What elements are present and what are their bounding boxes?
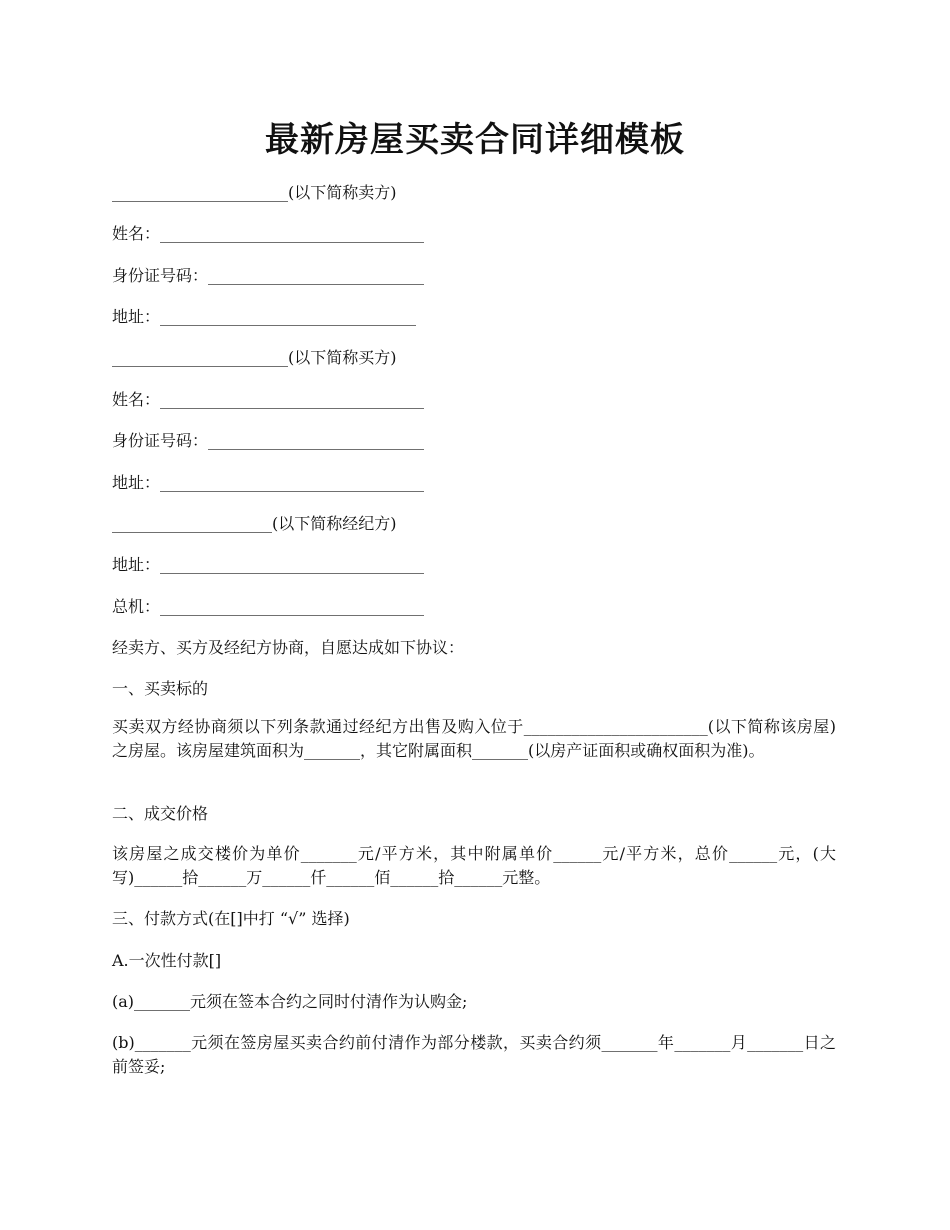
seller-party-line: ______________________(以下简称卖方) bbox=[112, 183, 397, 202]
section-heading-price: 二、成交价格 bbox=[112, 804, 209, 823]
payment-item-a: (a)_______元须在签本合约之同时付清作为认购金; bbox=[112, 992, 468, 1011]
payment-option-a: A.一次性付款[] bbox=[112, 951, 222, 970]
agent-address-line: 地址：_________________________________ bbox=[112, 555, 425, 574]
document-title: 最新房屋买卖合同详细模板 bbox=[265, 120, 685, 160]
buyer-address-line: 地址：_________________________________ bbox=[112, 473, 425, 492]
seller-address-line: 地址：________________________________ bbox=[112, 307, 417, 326]
seller-name-line: 姓名：_________________________________ bbox=[112, 224, 425, 243]
buyer-name-line: 姓名：_________________________________ bbox=[112, 390, 425, 409]
section-heading-payment: 三、付款方式(在[]中打 “√” 选择) bbox=[112, 909, 350, 928]
subject-paragraph: 买卖双方经协商须以下列条款通过经纪方出售及购入位于_______________________(以下简称该房屋)之房屋。该房屋建筑面积为_______，其它附属面积_______(以房产证面积或确权面积为准)。 bbox=[112, 717, 836, 760]
price-paragraph: 该房屋之成交楼价为单价_______元/平方米，其中附属单价______元/平方米，总价______元，(大写)______拾______万______仟______佰______拾______元整。 bbox=[112, 844, 836, 887]
agent-party-line: ____________________(以下简称经纪方) bbox=[112, 514, 397, 533]
agent-phone-line: 总机：_________________________________ bbox=[112, 597, 425, 616]
payment-item-b: (b)_______元须在签房屋买卖合约前付清作为部分楼款，买卖合约须_______年_______月_______日之前签妥; bbox=[112, 1033, 836, 1076]
section-heading-subject: 一、买卖标的 bbox=[112, 679, 209, 698]
seller-id-line: 身份证号码：___________________________ bbox=[112, 266, 425, 285]
agreement-intro: 经卖方、买方及经纪方协商，自愿达成如下协议： bbox=[112, 638, 465, 657]
buyer-party-line: ______________________(以下简称买方) bbox=[112, 348, 397, 367]
buyer-id-line: 身份证号码：___________________________ bbox=[112, 431, 425, 450]
